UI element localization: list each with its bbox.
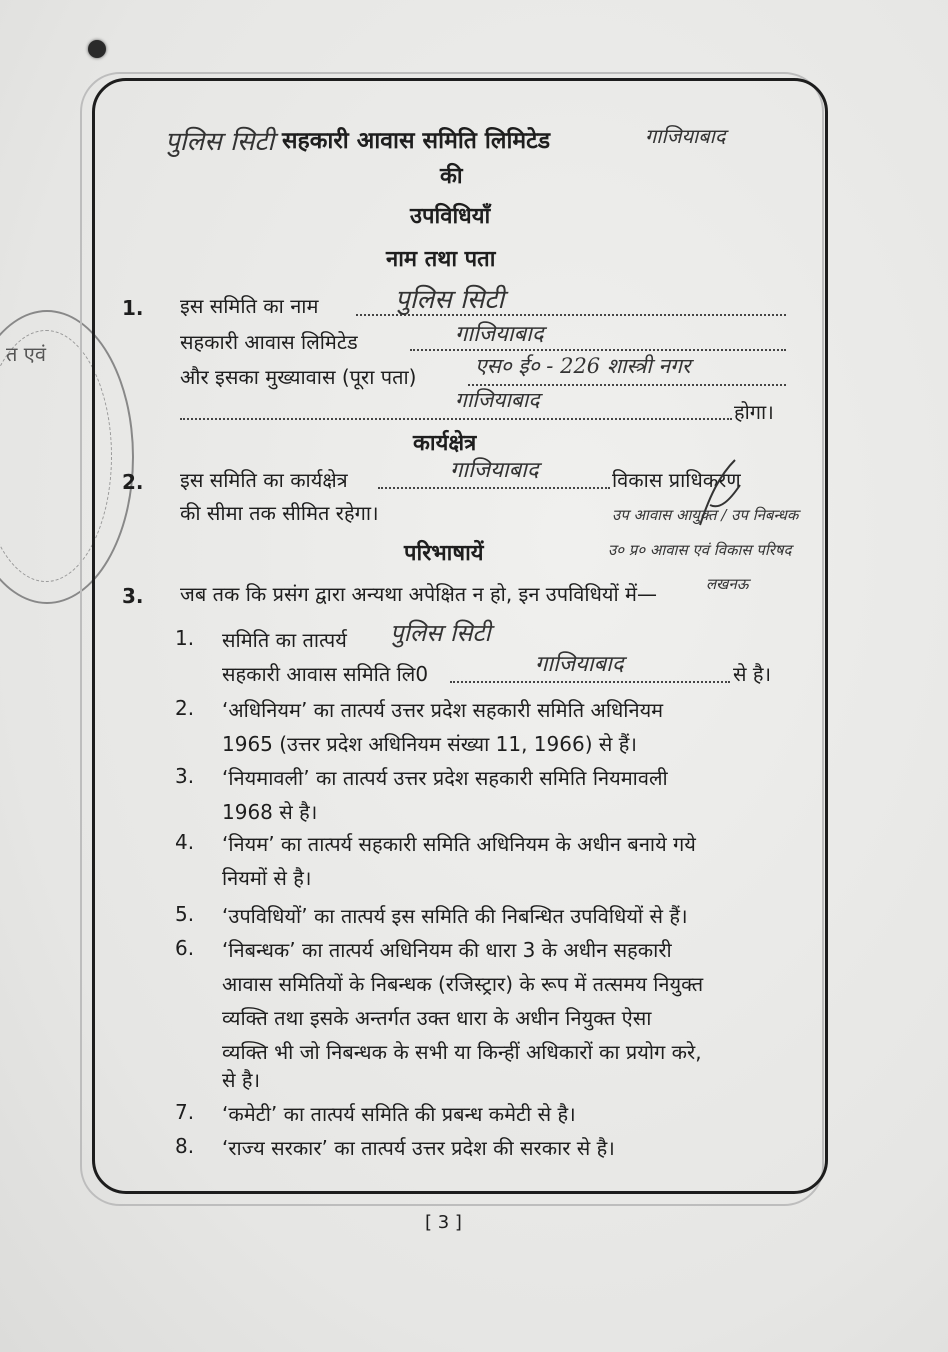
society-name-value: पुलिस सिटी — [395, 285, 505, 315]
section-2-number: 2. — [122, 470, 144, 494]
def-1-city-value: गाजियाबाद — [535, 652, 624, 677]
def-6-line-2: आवास समितियों के निबन्धक (रजिस्ट्रार) के रूप में तत्समय नियुक्त — [222, 972, 704, 996]
def-8-line-1: ‘राज्य सरकार’ का तात्पर्य उत्तर प्रदेश की सरकार से है। — [222, 1136, 615, 1160]
def-6-line-3: व्यक्ति तथा इसके अन्तर्गत उक्त धारा के अधीन नियुक्त ऐसा — [222, 1006, 652, 1030]
section-heading-definitions: परिभाषायें — [404, 541, 484, 566]
def-6-line-5: से है। — [222, 1068, 261, 1092]
def-1-society-value: पुलिस सिटी — [390, 619, 491, 647]
def-4-number: 4. — [175, 830, 195, 854]
head-office-label: और इसका मुख्यावास (पूरा पता) — [180, 365, 417, 389]
def-1-end: से है। — [733, 662, 772, 686]
document-subtitle: उपविधियाँ — [410, 204, 491, 229]
section-heading-area: कार्यक्षेत्र — [413, 431, 477, 456]
area-limit-text: की सीमा तक सीमित रहेगा। — [180, 501, 379, 525]
def-5-number: 5. — [175, 902, 195, 926]
page-number: [ 3 ] — [425, 1212, 462, 1233]
society-name-label: इस समिति का नाम — [180, 294, 319, 318]
cooperative-label: सहकारी आवास लिमिटेड — [180, 330, 358, 354]
def-8-number: 8. — [175, 1134, 195, 1158]
def-4-line-2: नियमों से है। — [222, 866, 312, 890]
definitions-intro: जब तक कि प्रसंग द्वारा अन्यथा अपेक्षित न हो, इन उपविधियों में— — [180, 582, 658, 606]
signature-mark — [690, 455, 750, 535]
annotation-line-1: उप आवास आयुक्त / उप निबन्धक — [612, 506, 799, 524]
handwritten-society-name: पुलिस सिटी — [165, 127, 275, 157]
def-1-number: 1. — [175, 626, 195, 650]
address-end-text: होगा। — [734, 400, 774, 424]
stamp-text: त एवं — [6, 342, 46, 366]
document-title: सहकारी आवास समिति लिमिटेड — [282, 128, 551, 154]
def-2-number: 2. — [175, 696, 195, 720]
section-3-number: 3. — [122, 584, 144, 608]
cooperative-city-value: गाजियाबाद — [455, 322, 544, 347]
head-office-address-value: एस० ई० - 226 शास्त्री नगर — [475, 354, 691, 378]
section-1-number: 1. — [122, 296, 144, 320]
title-ki: की — [440, 164, 463, 189]
def-4-line-1: ‘नियम’ का तात्पर्य सहकारी समिति अधिनियम के अधीन बनाये गये — [222, 832, 696, 856]
annotation-line-3: लखनऊ — [706, 575, 749, 593]
address-city-value: गाजियाबाद — [455, 388, 540, 412]
def-1-blank — [450, 681, 730, 683]
area-authority-text: विकास प्राधिकरण — [612, 468, 741, 492]
area-value: गाजियाबाद — [450, 458, 539, 483]
address-line-2-blank — [180, 418, 732, 420]
def-6-line-1: ‘निबन्धक’ का तात्पर्य अधिनियम की धारा 3 के अधीन सहकारी — [222, 938, 672, 962]
punch-hole — [88, 40, 106, 58]
section-heading-name-address: नाम तथा पता — [386, 247, 496, 272]
area-label: इस समिति का कार्यक्षेत्र — [180, 468, 348, 492]
cooperative-blank — [410, 349, 786, 351]
def-6-number: 6. — [175, 936, 195, 960]
def-5-line-1: ‘उपविधियों’ का तात्पर्य इस समिति की निबन्धित उपविधियों से हैं। — [222, 904, 688, 928]
def-2-line-2: 1965 (उत्तर प्रदेश अधिनियम संख्या 11, 1966) से हैं। — [222, 732, 637, 756]
area-blank — [378, 487, 610, 489]
def-3-number: 3. — [175, 764, 195, 788]
handwritten-city: गाजियाबाद — [645, 124, 726, 148]
def-1-text: समिति का तात्पर्य — [222, 628, 347, 652]
def-7-number: 7. — [175, 1100, 195, 1124]
def-3-line-1: ‘नियमावली’ का तात्पर्य उत्तर प्रदेश सहकारी समिति नियमावली — [222, 766, 668, 790]
def-7-line-1: ‘कमेटी’ का तात्पर्य समिति की प्रबन्ध कमेटी से है। — [222, 1102, 576, 1126]
annotation-line-2: उ० प्र० आवास एवं विकास परिषद — [608, 541, 792, 559]
def-3-line-2: 1968 से है। — [222, 800, 318, 824]
def-2-line-1: ‘अधिनियम’ का तात्पर्य उत्तर प्रदेश सहकारी समिति अधिनियम — [222, 698, 664, 722]
def-1-text-b: सहकारी आवास समिति लि0 — [222, 662, 429, 686]
def-6-line-4: व्यक्ति भी जो निबन्धक के सभी या किन्हीं अधिकारों का प्रयोग करे, — [222, 1040, 702, 1064]
